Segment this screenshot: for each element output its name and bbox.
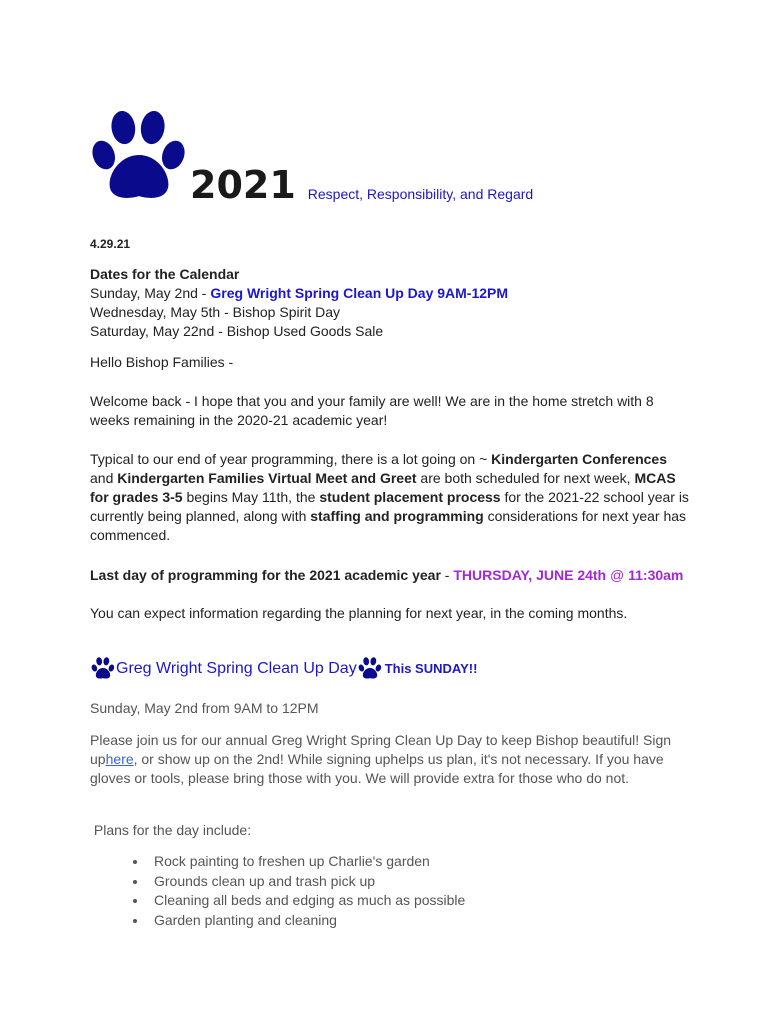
last-day-line: Last day of programming for the 2021 academic year - THURSDAY, JUNE 24th @ 11:30am <box>90 567 684 583</box>
plans-list <box>90 852 690 930</box>
list-item: • Rock painting to freshen up Charlie's garden <box>148 852 690 872</box>
paw-icon <box>90 106 188 204</box>
signup-link[interactable]: here <box>105 751 134 767</box>
calendar-item: Saturday, May 22nd - Bishop Used Goods Sale <box>90 323 384 339</box>
greeting: Hello Bishop Families - <box>90 354 234 370</box>
motto: Respect, Responsibility, and Regard <box>307 186 534 202</box>
paw-icon <box>357 656 383 680</box>
newsletter-date: 4.29.21 <box>90 237 131 251</box>
cleanup-paragraph: Please join us for our annual Greg Wright Spring Clean Up Day to keep Bishop beautiful! Sign uphere, or show up on the 2nd! While signing uphelps us plan, it's not necessary. If you have gloves or tools, please bring those with you. We will provide extra for those who do not. <box>90 732 672 786</box>
calendar-event: Greg Wright Spring Clean Up Day 9AM-12PM <box>210 285 509 301</box>
calendar-heading: Dates for the Calendar <box>90 266 240 282</box>
list-item: • Grounds clean up and trash pick up <box>148 872 690 892</box>
paw-icon <box>90 656 116 680</box>
calendar-section <box>90 265 690 341</box>
cleanup-tag: This SUNDAY!! <box>384 660 478 676</box>
list-item: • Garden planting and cleaning <box>148 911 690 931</box>
list-item: • Cleaning all beds and edging as much as possible <box>148 891 690 911</box>
welcome-paragraph: Welcome back - I hope that you and your family are well! We are in the home stretch with 8 weeks remaining in the 2020-21 academic year! <box>90 393 654 428</box>
year-title: 2021 <box>190 163 296 207</box>
cleanup-heading <box>90 656 690 680</box>
cleanup-when: Sunday, May 2nd from 9AM to 12PM <box>90 700 319 716</box>
programming-paragraph: Typical to our end of year programming, there is a lot going on ~ Kindergarten Conferences and Kindergarten Families Virtual Meet and Greet are both scheduled for next week, MCAS for grades 3-5 begins May 11th, the student placement process for the 2021-22 school year is currently being planned, along with staffing and programming considerations for next year has commenced. <box>90 451 689 543</box>
plans-heading: Plans for the day include: <box>90 822 252 838</box>
expect-paragraph: You can expect information regarding the planning for next year, in the coming months. <box>90 605 628 621</box>
header <box>90 104 534 207</box>
cleanup-title: Greg Wright Spring Clean Up Day <box>116 659 357 677</box>
calendar-item: Wednesday, May 5th - Bishop Spirit Day <box>90 304 341 320</box>
calendar-item: Sunday, May 2nd - Greg Wright Spring Clean Up Day 9AM-12PM <box>90 285 509 301</box>
